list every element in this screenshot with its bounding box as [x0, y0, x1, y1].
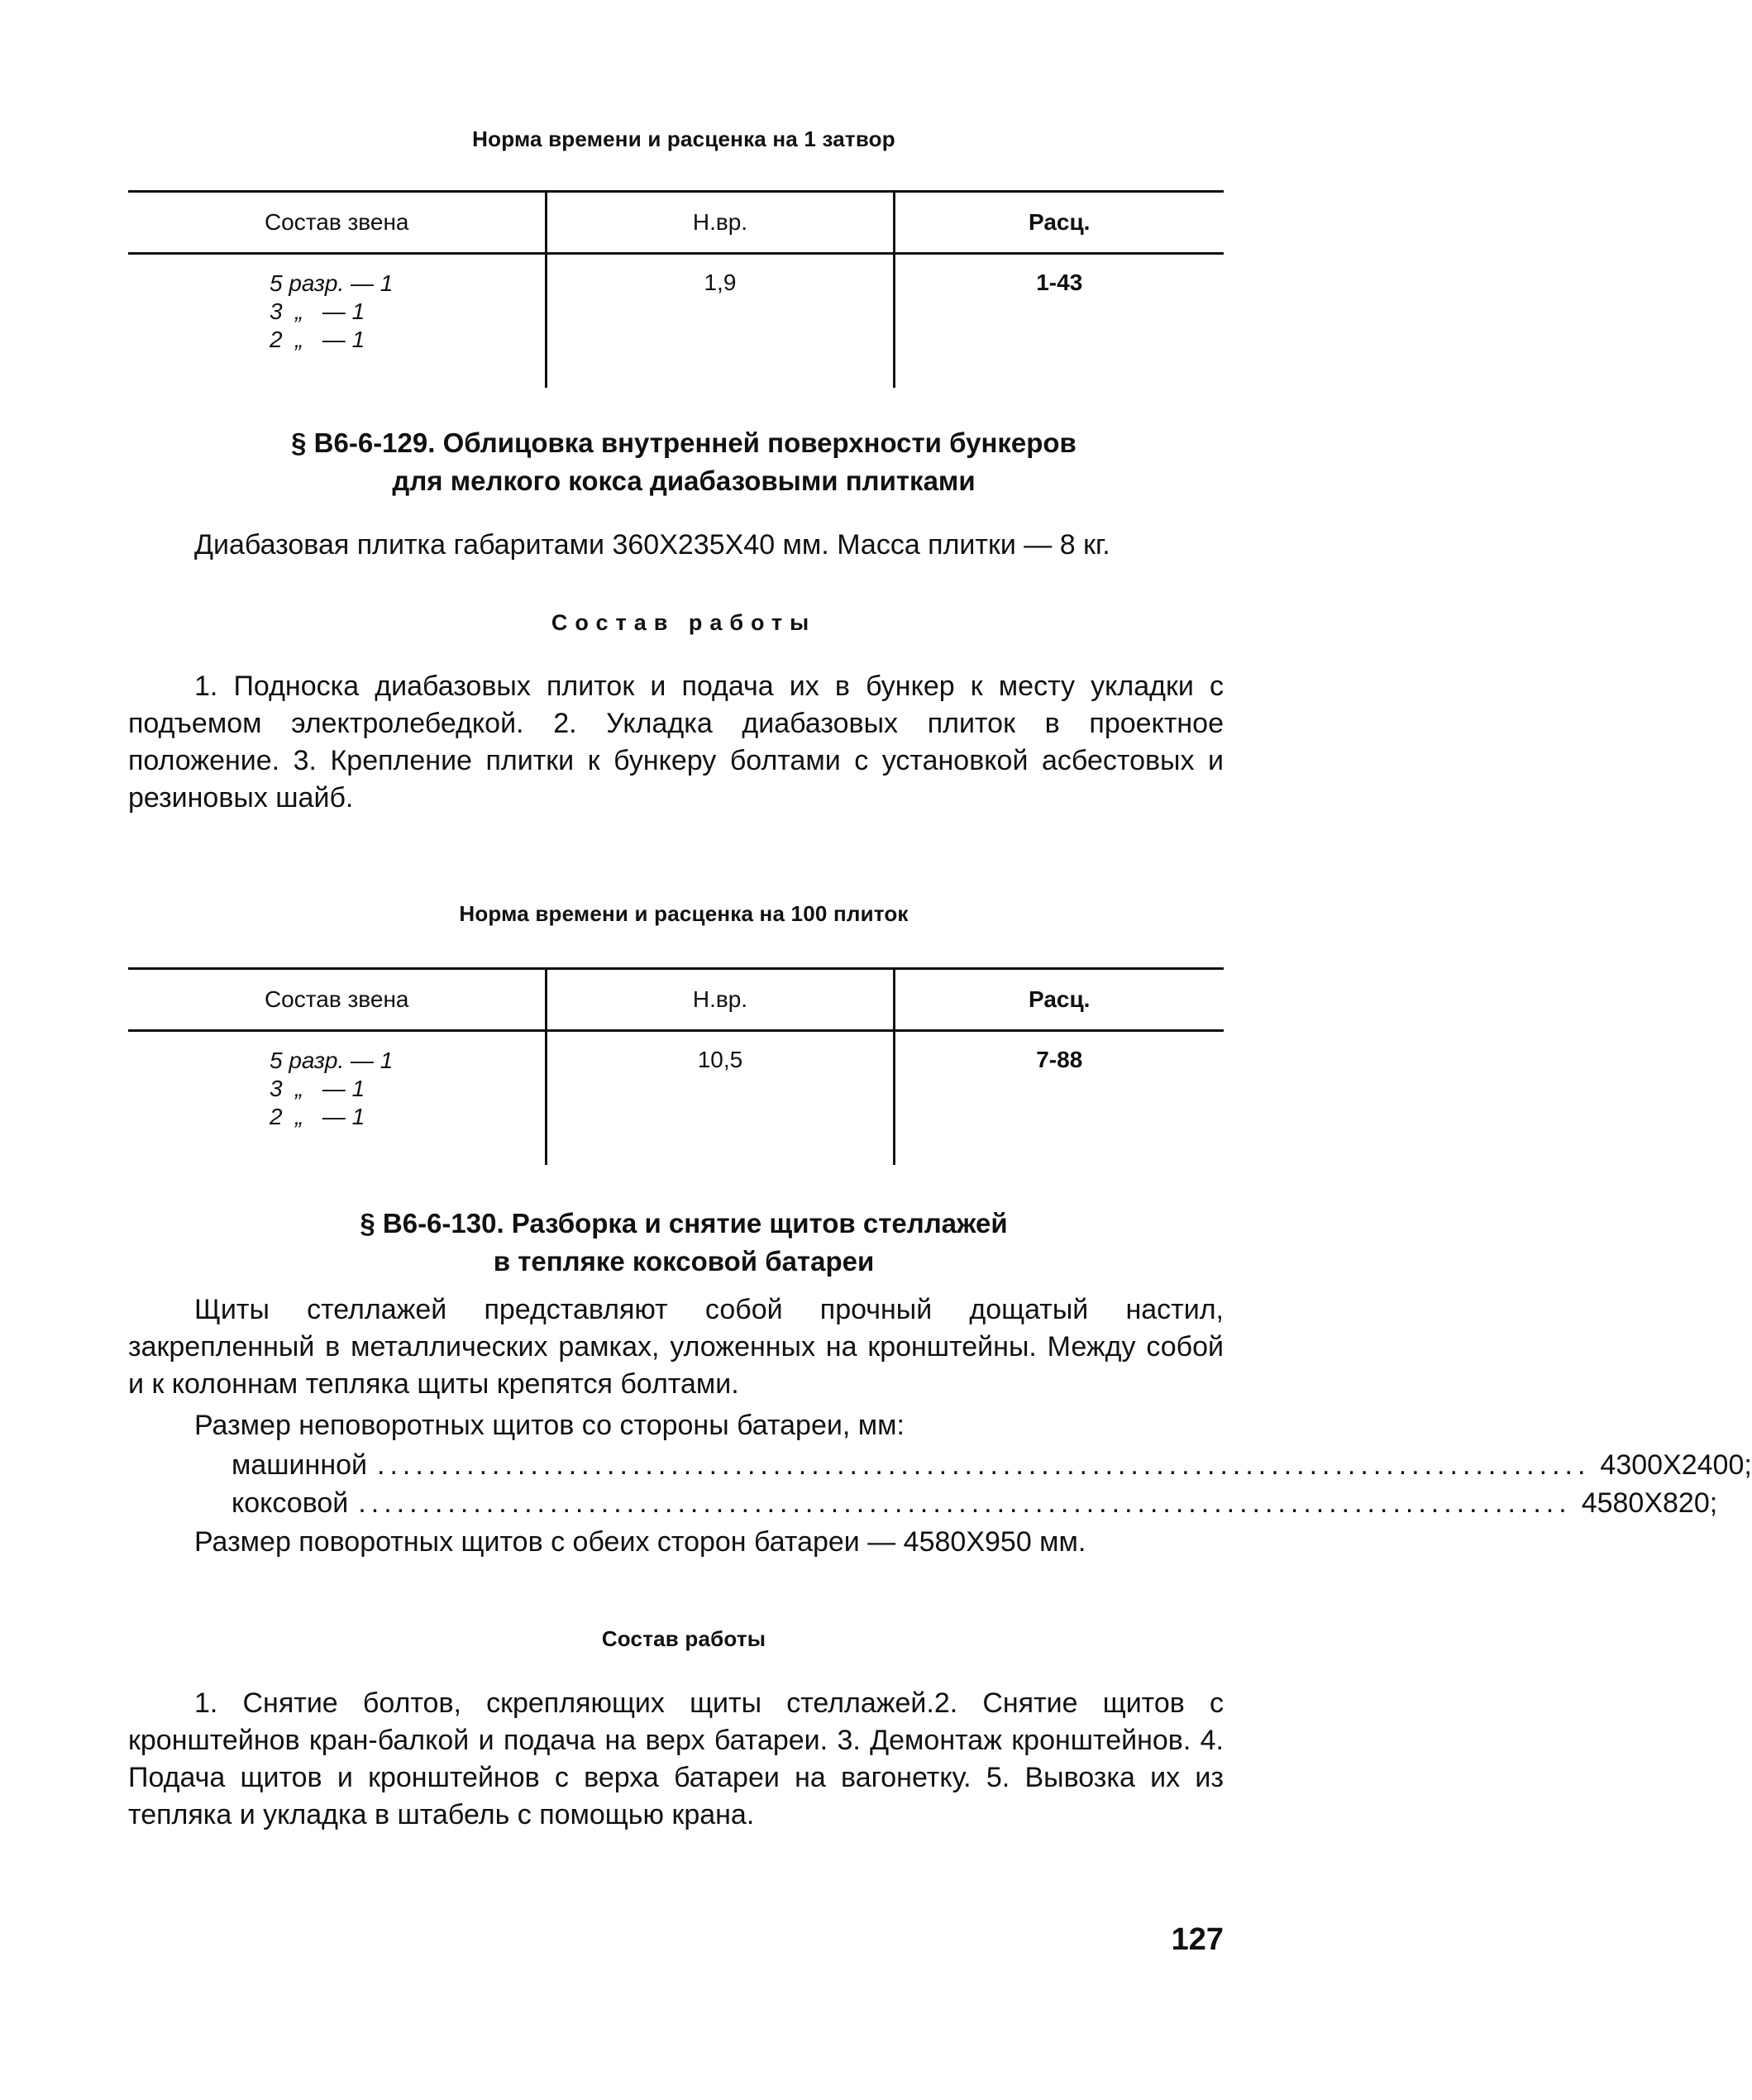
- norm-table-1: [128, 190, 1224, 388]
- table2-rate-value: 7-88: [894, 1031, 1224, 1166]
- norm-table-2: [128, 967, 1224, 1165]
- fixed-size-label: Размер неповоротных щитов со стороны батареи, мм:: [194, 1410, 905, 1441]
- table1-crew-cell: [128, 254, 547, 389]
- crew-line: 2 „ — 1: [270, 327, 365, 352]
- rotating-size-text: Размер поворотных щитов с обеих сторон батареи — 4580X950 мм.: [194, 1526, 1086, 1558]
- section-130-work-text: 1. Снятие болтов, скрепляющих щиты стеллажей.2. Снятие щитов с кронштейнов кран-балкой и подача на верх батареи. 3. Демонтаж кронштейнов. 4. Подача щитов и кронштейнов с верха батареи на вагонетку. 5. Вывозка их из тепляка и укладка в штабель с помощью крана.: [128, 1687, 1224, 1830]
- dimension-row-machine: [232, 1447, 1752, 1484]
- table1-header-norm: Н.вр.: [547, 192, 894, 254]
- dot-leader: ...............................................................................................: [377, 1449, 1591, 1481]
- table1-header-crew: Состав звена: [128, 192, 547, 254]
- section-129-title-line1: § В6-6-129. Облицовка внутренней поверхности бункеров: [291, 427, 1077, 458]
- table1-norm-value: 1,9: [547, 254, 894, 389]
- section-130-title: [0, 1205, 1368, 1281]
- table1-rate-value: 1-43: [894, 254, 1224, 389]
- table2-header-norm: Н.вр.: [547, 969, 894, 1031]
- table2-norm-value: 10,5: [547, 1031, 894, 1166]
- section-130-title-line2: в тепляке коксовой батареи: [493, 1246, 875, 1277]
- table2-caption: Норма времени и расценка на 100 плиток: [459, 901, 909, 926]
- table1-caption: Норма времени и расценка на 1 затвор: [472, 126, 895, 151]
- dot-leader: ...............................................................................................: [358, 1487, 1572, 1519]
- section-130-title-line1: § В6-6-130. Разборка и снятие щитов стеллажей: [360, 1208, 1008, 1239]
- section-129-title: [0, 424, 1368, 500]
- page-number: 127: [1171, 1922, 1224, 1957]
- coke-side-value: 4580X820;: [1581, 1487, 1718, 1519]
- crew-line: 3 „ — 1: [270, 1076, 365, 1101]
- crew-line: 5 разр. — 1: [270, 270, 394, 296]
- table2-header-crew: Состав звена: [128, 969, 547, 1031]
- section-129-intro: Диабазовая плитка габаритами 360X235X40 мм. Масса плитки — 8 кг.: [194, 529, 1110, 561]
- dimension-row-coke: [232, 1485, 1718, 1522]
- section-130-intro: Щиты стеллажей представляют собой прочный дощатый настил, закрепленный в металлических рамках, уложенных на кронштейны. Между собой и к колоннам тепляка щиты крепятся болтами.: [128, 1294, 1224, 1400]
- crew-line: 2 „ — 1: [270, 1104, 365, 1129]
- section-129-title-line2: для мелкого кокса диабазовыми плитками: [392, 465, 976, 496]
- crew-line: 3 „ — 1: [270, 298, 365, 324]
- table2-crew-cell: [128, 1031, 547, 1166]
- crew-line: 5 разр. — 1: [270, 1048, 394, 1073]
- coke-side-label: коксовой: [232, 1487, 349, 1519]
- section-130-work-heading: Состав работы: [601, 1626, 766, 1651]
- section-129-work-text: 1. Подноска диабазовых плиток и подача их в бункер к месту укладки с подъемом электролебедкой. 2. Укладка диабазовых плиток в проектное положение. 3. Крепление плитки к бункеру болтами с установкой асбестовых и резиновых шайб.: [128, 671, 1224, 814]
- machine-side-value: 4300X2400;: [1600, 1449, 1752, 1481]
- table2-header-rate: Расц.: [894, 969, 1224, 1031]
- table1-header-rate: Расц.: [894, 192, 1224, 254]
- section-129-work-heading: Состав работы: [551, 610, 817, 635]
- machine-side-label: машинной: [232, 1449, 368, 1481]
